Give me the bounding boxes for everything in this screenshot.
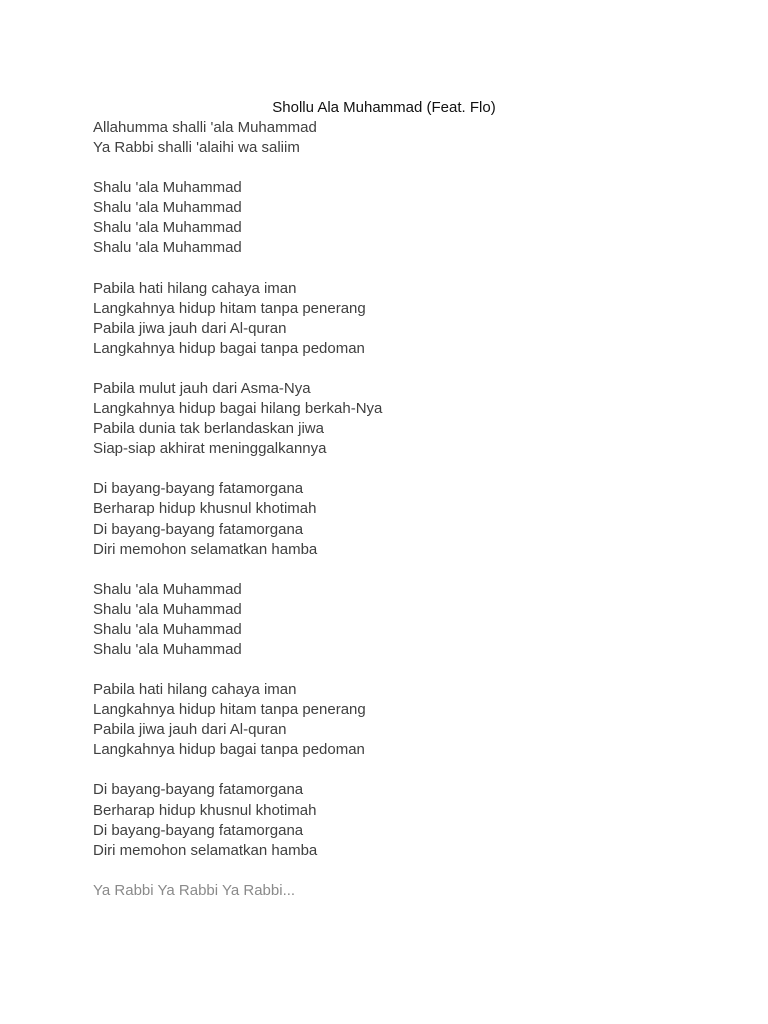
stanza xyxy=(93,279,693,359)
lyric-line: Shalu 'ala Muhammad xyxy=(93,239,242,257)
stanza xyxy=(93,118,693,158)
lyric-line: Diri memohon selamatkan hamba xyxy=(93,540,318,558)
lyric-line: Shalu 'ala Muhammad xyxy=(93,199,242,217)
lyric-line: Di bayang-bayang fatamorgana xyxy=(93,520,304,538)
lyric-line: Shalu 'ala Muhammad xyxy=(93,219,242,237)
lyric-line: Di bayang-bayang fatamorgana xyxy=(93,781,304,799)
stanza xyxy=(93,680,693,760)
lyric-line: Pabila mulut jauh dari Asma-Nya xyxy=(93,379,311,397)
lyric-line: Pabila dunia tak berlandaskan jiwa xyxy=(93,420,324,438)
lyric-line: Siap-siap akhirat meninggalkannya xyxy=(93,440,327,458)
stanza xyxy=(93,780,693,860)
lyric-line: Diri memohon selamatkan hamba xyxy=(93,841,318,859)
lyric-line: Shalu 'ala Muhammad xyxy=(93,620,242,638)
song-title: Shollu Ala Muhammad (Feat. Flo) xyxy=(272,99,496,116)
lyric-line: Shalu 'ala Muhammad xyxy=(93,580,242,598)
lyric-line: Di bayang-bayang fatamorgana xyxy=(93,480,304,498)
lyric-line: Langkahnya hidup hitam tanpa penerang xyxy=(93,701,366,719)
lyrics-body xyxy=(93,118,693,921)
stanza xyxy=(93,178,693,258)
lyric-line: Pabila hati hilang cahaya iman xyxy=(93,279,297,297)
lyric-line: Langkahnya hidup hitam tanpa penerang xyxy=(93,299,366,317)
lyric-line: Pabila jiwa jauh dari Al-quran xyxy=(93,721,287,739)
lyric-line: Pabila hati hilang cahaya iman xyxy=(93,681,297,699)
lyric-line: Shalu 'ala Muhammad xyxy=(93,179,242,197)
lyric-line-faded: Ya Rabbi Ya Rabbi Ya Rabbi... xyxy=(93,881,296,899)
lyric-line: Berharap hidup khusnul khotimah xyxy=(93,801,317,819)
lyric-line: Shalu 'ala Muhammad xyxy=(93,600,242,618)
lyric-line: Pabila jiwa jauh dari Al-quran xyxy=(93,319,287,337)
lyric-line: Langkahnya hidup bagai tanpa pedoman xyxy=(93,339,365,357)
stanza xyxy=(93,881,693,901)
lyric-line: Di bayang-bayang fatamorgana xyxy=(93,821,304,839)
lyric-line: Langkahnya hidup bagai tanpa pedoman xyxy=(93,741,365,759)
lyric-line: Ya Rabbi shalli 'alaihi wa saliim xyxy=(93,139,300,157)
stanza xyxy=(93,379,693,459)
lyric-line: Shalu 'ala Muhammad xyxy=(93,640,242,658)
stanza xyxy=(93,479,693,559)
lyric-line: Langkahnya hidup bagai hilang berkah-Nya xyxy=(93,400,383,418)
lyric-line: Allahumma shalli 'ala Muhammad xyxy=(93,119,317,136)
stanza xyxy=(93,580,693,660)
lyric-line: Berharap hidup khusnul khotimah xyxy=(93,500,317,518)
